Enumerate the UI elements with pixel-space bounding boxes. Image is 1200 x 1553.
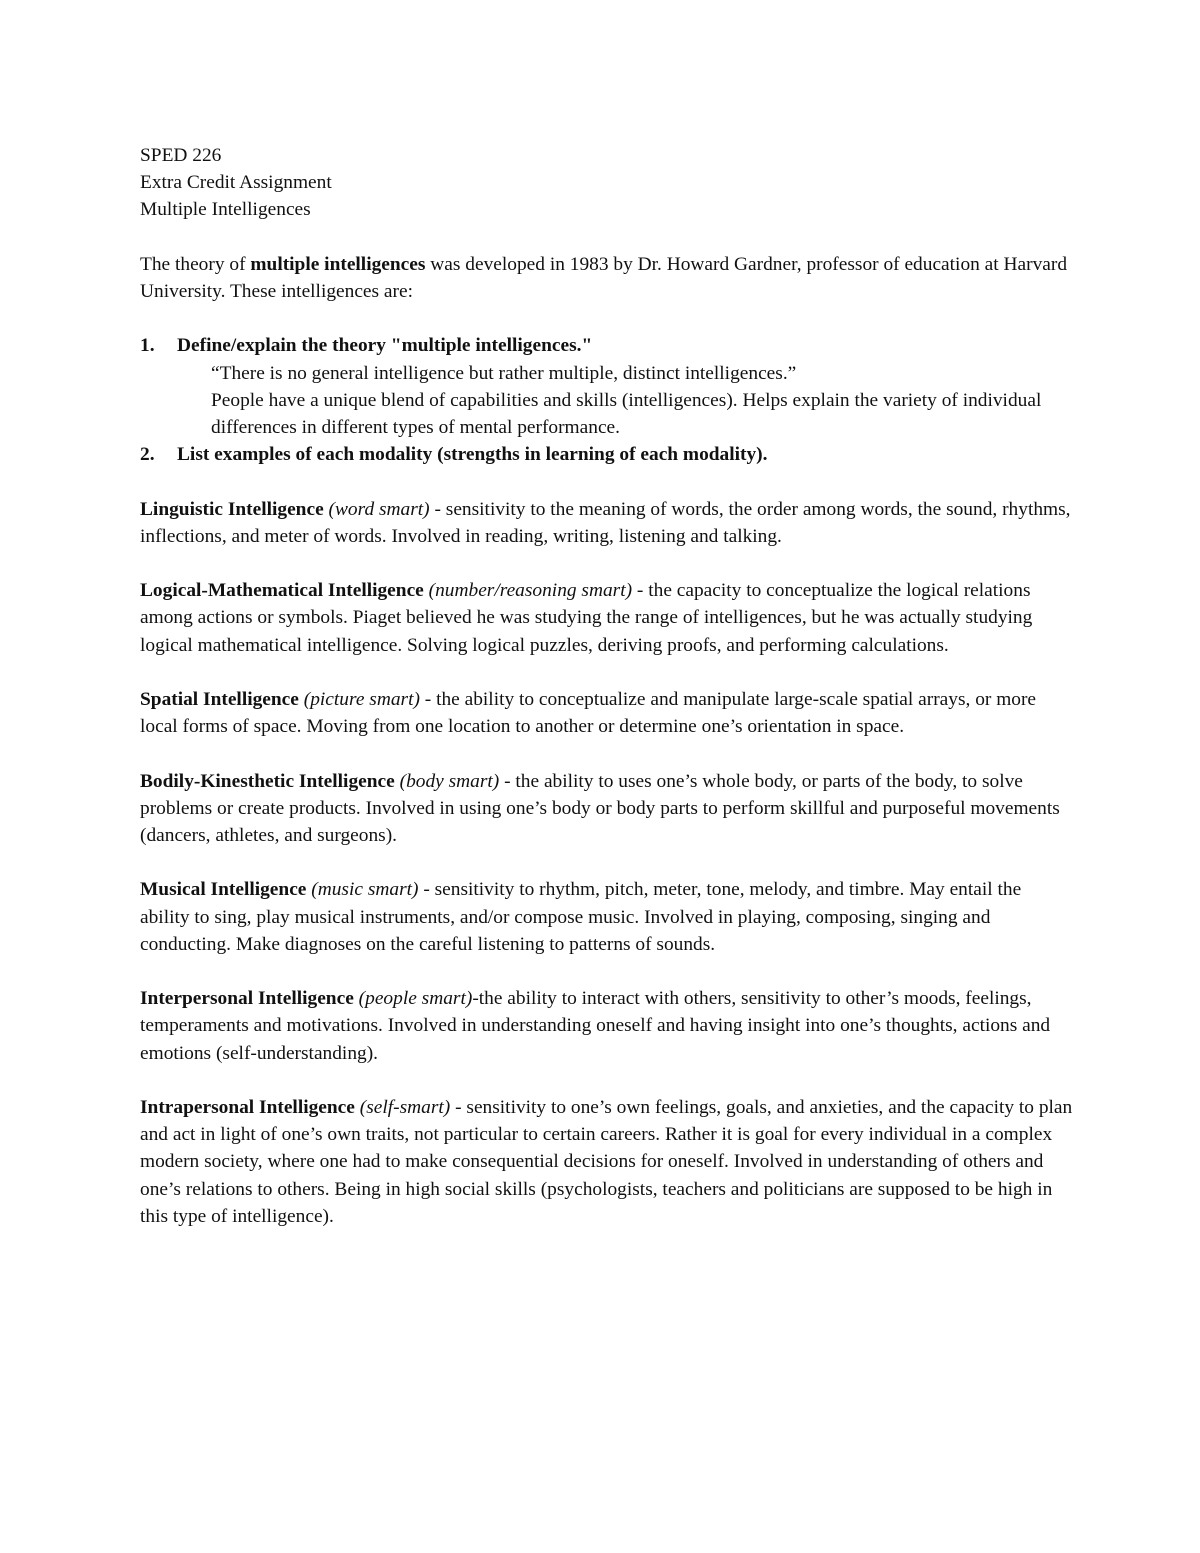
intelligence-musical (140, 876, 1075, 958)
intelligence-spatial (140, 686, 1075, 740)
intelligence-description: - sensitivity to one’s own feelings, goals, and anxieties, and the capacity to plan and act in light of one’s own traits, not particular to certain careers. Rather it is goal for every individual in a complex modern society, where one had to make consequential decisions for oneself. Involved in understanding of others and one’s relations to others. Being in high social skills (psychologists, teachers and politicians are supposed to be high in this type of intelligence). (140, 1096, 1073, 1227)
topic-title: Multiple Intelligences (140, 199, 311, 221)
document-body (140, 142, 1075, 1257)
assignment-title: Extra Credit Assignment (140, 172, 332, 194)
intelligence-linguistic (140, 496, 1075, 550)
document-header (140, 142, 1075, 224)
intelligence-logical-mathematical (140, 577, 1075, 659)
intro-bold-term: multiple intelligences (250, 253, 426, 275)
intelligence-description: - sensitivity to rhythm, pitch, meter, tone, melody, and timbre. May entail the ability to sing, play musical instruments, and/or compose music. Involved in playing, composing, singing and conducting. Make diagnoses on the careful listening to patterns of sounds. (140, 879, 1022, 955)
intro-paragraph (140, 251, 1075, 305)
question-number: 1. (140, 335, 155, 357)
question-item-2 (140, 441, 1075, 468)
intelligence-nickname: (self-smart) (359, 1096, 451, 1118)
question-prompt: Define/explain the theory "multiple intelligences." (177, 335, 593, 357)
intelligence-nickname: (number/reasoning smart) (428, 580, 633, 602)
answer-text: People have a unique blend of capabilities and skills (intelligences). Helps explain the variety of individual differences in different types of mental performance. (211, 389, 1042, 438)
intelligence-nickname: (people smart) (358, 988, 473, 1010)
question-item-1 (140, 332, 1075, 441)
intelligence-description: - the ability to conceptualize and manipulate large-scale spatial arrays, or more local forms of space. Moving from one location to another or determine one’s orientation in space. (140, 688, 1037, 738)
intro-text-end: was developed in 1983 by Dr. Howard Gardner, professor of education at Harvard University. These intelligences are: (140, 253, 1068, 302)
question-prompt: List examples of each modality (strengths in learning of each modality). (177, 444, 768, 466)
intelligence-list (140, 496, 1075, 1230)
intelligence-interpersonal (140, 985, 1075, 1067)
intelligence-name: Logical-Mathematical Intelligence (140, 580, 424, 602)
intelligence-nickname: (body smart) (399, 770, 500, 792)
answer-quote: “There is no general intelligence but rather multiple, distinct intelligences.” (211, 362, 797, 384)
intelligence-name: Spatial Intelligence (140, 688, 299, 710)
intelligence-nickname: (picture smart) (303, 688, 420, 710)
course-code: SPED 226 (140, 145, 222, 166)
intelligence-bodily-kinesthetic (140, 768, 1075, 850)
intelligence-name: Bodily-Kinesthetic Intelligence (140, 770, 395, 792)
spacer (140, 305, 1075, 332)
intelligence-description: - the capacity to conceptualize the logical relations among actions or symbols. Piaget believed he was studying the range of intelligences, but he was actually studying logical mathematical intelligence. Solving logical puzzles, deriving proofs, and performing calculations. (140, 580, 1033, 656)
question-list (140, 332, 1075, 468)
question-number: 2. (140, 444, 155, 466)
intelligence-nickname: (word smart) (328, 498, 430, 520)
intelligence-name: Musical Intelligence (140, 879, 307, 901)
intelligence-intrapersonal (140, 1094, 1075, 1230)
intro-text-start: The theory of (140, 253, 251, 275)
spacer (140, 224, 1075, 251)
intelligence-name: Interpersonal Intelligence (140, 988, 354, 1010)
intelligence-description: - sensitivity to the meaning of words, the order among words, the sound, rhythms, inflections, and meter of words. Involved in reading, writing, listening and talking. (140, 498, 1071, 547)
spacer (140, 468, 1075, 495)
intelligence-nickname: (music smart) (311, 879, 419, 901)
intelligence-name: Intrapersonal Intelligence (140, 1096, 355, 1118)
intelligence-description: -the ability to interact with others, sensitivity to other’s moods, feelings, temperaments and motivations. Involved in understanding oneself and having insight into one’s thoughts, actions and emotions (self-understanding). (140, 988, 1051, 1064)
intelligence-description: - the ability to uses one’s whole body, or parts of the body, to solve problems or create products. Involved in using one’s body or body parts to perform skillful and purposeful movements (dancers, athletes, and surgeons). (140, 770, 1060, 846)
intelligence-name: Linguistic Intelligence (140, 498, 324, 520)
question-answer (177, 360, 1075, 442)
